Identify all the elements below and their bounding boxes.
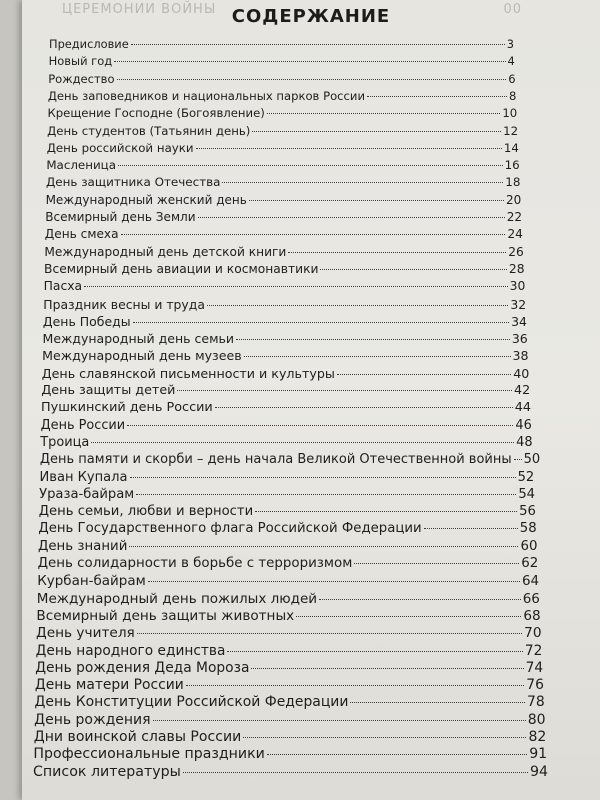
toc-entry <box>36 643 543 659</box>
dot-leader <box>244 356 511 357</box>
toc-entry <box>39 487 535 502</box>
toc-entry-page-number: 54 <box>518 486 536 502</box>
dot-leader <box>337 374 511 375</box>
toc-entry <box>33 764 548 780</box>
toc-entry-label: День российской науки <box>46 140 194 155</box>
dot-leader <box>91 442 514 443</box>
bleed-left-text: ЦЕРЕМОНИИ ВОЙНЫ <box>62 2 217 17</box>
dot-leader <box>153 720 526 721</box>
toc-entry-page-number: 48 <box>516 434 533 450</box>
toc-entry-page-number: 72 <box>524 642 543 659</box>
toc-entry <box>49 37 514 51</box>
toc-entry <box>43 297 526 312</box>
toc-entry-label: День славянской письменности и культуры <box>41 365 335 381</box>
toc-entry-label: Международный женский день <box>45 192 247 207</box>
book-page <box>22 0 600 800</box>
toc-entry <box>41 400 531 415</box>
dot-leader <box>133 322 509 323</box>
toc-entry <box>43 314 527 329</box>
toc-entry-page-number: 42 <box>513 383 531 398</box>
toc-entry-label: Троица <box>40 434 90 450</box>
toc-entry <box>35 677 544 693</box>
dot-leader <box>137 633 522 634</box>
toc-entry <box>36 608 540 624</box>
toc-entry-page-number: 32 <box>510 296 527 312</box>
toc-entry <box>44 279 526 293</box>
toc-entry-label: Профессиональные праздники <box>33 746 265 763</box>
toc-entry <box>42 348 528 363</box>
toc-entry-page-number: 56 <box>519 504 536 520</box>
dot-leader <box>236 339 510 340</box>
dot-leader <box>148 581 520 582</box>
toc-entry <box>41 383 530 398</box>
toc-entry <box>39 470 534 485</box>
toc-entry-label: День рождения Деда Мороза <box>35 659 250 676</box>
toc-entry-label: Дни воинской славы России <box>33 729 242 745</box>
toc-entry <box>39 504 536 519</box>
dot-leader <box>117 79 507 80</box>
toc-entry-label: Список литературы <box>33 763 181 780</box>
toc-entry-label: День рождения <box>34 711 151 728</box>
toc-entry-page-number: 14 <box>503 140 519 155</box>
dot-leader <box>424 528 518 529</box>
toc-entry-label: День смеха <box>44 227 119 242</box>
toc-entry-label: Всемирный день авиации и космонавтики <box>44 261 319 276</box>
dot-leader <box>267 754 527 755</box>
toc-entry <box>46 158 519 172</box>
toc-entry <box>37 591 540 607</box>
dot-leader <box>129 546 518 547</box>
toc-entry <box>38 539 538 554</box>
toc-entry-page-number: 50 <box>523 452 541 468</box>
toc-entry-label: День заповедников и национальных парков России <box>47 88 365 103</box>
toc-entry-page-number: 36 <box>511 331 528 347</box>
toc-entry-label: Международный день детской книги <box>44 244 287 259</box>
dot-leader <box>114 61 505 62</box>
toc-entry-page-number: 26 <box>508 244 524 259</box>
dot-leader <box>131 44 505 45</box>
toc-entry-label: Пасха <box>43 279 83 294</box>
toc-entry <box>44 262 524 276</box>
toc-entry-label: День матери России <box>34 677 184 694</box>
toc-entry-label: Всемирный день Земли <box>45 210 196 224</box>
toc-entry <box>47 106 517 120</box>
toc-entry-page-number: 94 <box>529 763 548 780</box>
toc-entry <box>38 521 536 536</box>
toc-entry-label: День Конституции Российской Федерации <box>34 694 349 711</box>
toc-entry-page-number: 62 <box>521 556 539 571</box>
dot-leader <box>288 252 506 253</box>
toc-entry <box>44 245 523 259</box>
toc-entry-label: Ураза-байрам <box>39 486 135 502</box>
toc-entry <box>48 72 515 86</box>
dot-leader <box>130 477 516 478</box>
toc-entry-label: Международный день семьи <box>42 331 235 347</box>
toc-entry-page-number: 28 <box>508 261 525 276</box>
page-title: СОДЕРЖАНИЕ <box>231 6 391 27</box>
dot-leader <box>354 563 519 564</box>
toc-entry <box>39 452 541 468</box>
toc-entry-page-number: 44 <box>514 400 531 416</box>
dot-leader <box>183 772 528 773</box>
toc-entry <box>45 227 523 241</box>
dot-leader <box>196 148 502 149</box>
dot-leader <box>267 113 501 114</box>
toc-entry-page-number: 68 <box>523 607 541 624</box>
toc-entry-page-number: 38 <box>512 348 529 364</box>
toc-entry <box>42 366 530 381</box>
toc-entry-label: Праздник весны и труда <box>43 296 205 312</box>
toc-entry-label: День защитника Отечества <box>45 175 221 190</box>
toc-entry-page-number: 8 <box>509 88 517 103</box>
toc-entry-page-number: 60 <box>520 538 538 554</box>
dot-leader <box>207 305 508 306</box>
toc-entry <box>46 175 521 189</box>
toc-entry-label: День солидарности в борьбе с терроризмом <box>37 556 353 571</box>
bleed-right-text: 00 <box>503 2 522 17</box>
toc-entry <box>40 435 532 450</box>
toc-entry-label: День России <box>40 417 126 433</box>
toc-entry-page-number: 3 <box>506 37 514 51</box>
toc-entry-page-number: 18 <box>505 175 521 190</box>
toc-entry-page-number: 12 <box>503 123 519 138</box>
toc-entry-page-number: 58 <box>519 521 537 537</box>
toc-entry-page-number: 66 <box>522 590 540 607</box>
toc-entry-label: Всемирный день защиты животных <box>36 607 295 624</box>
dot-leader <box>252 131 501 132</box>
toc-entry-label: Крещение Господне (Богоявление) <box>47 106 265 121</box>
toc-entry-label: День знаний <box>37 538 128 554</box>
toc-entry-label: День защиты детей <box>41 383 176 398</box>
toc-entry-label: Рождество <box>48 71 115 86</box>
toc-entry-label: День студентов (Татьянин день) <box>47 123 251 138</box>
toc-entry <box>48 89 517 103</box>
toc-entry-label: День Государственного флага Российской Федерации <box>38 521 422 537</box>
toc-entry-label: День семьи, любви и верности <box>38 504 254 520</box>
toc-entry <box>45 210 522 224</box>
toc-entry-label: Курбан-байрам <box>37 573 146 590</box>
toc-entry-page-number: 16 <box>504 158 520 173</box>
toc-entry <box>35 694 545 710</box>
dot-leader <box>320 269 506 270</box>
toc-entry-label: Пушкинский день России <box>41 400 213 416</box>
toc-entry-page-number: 91 <box>529 746 548 763</box>
dot-leader <box>514 459 522 460</box>
toc-entry-page-number: 34 <box>511 313 527 329</box>
toc-entry <box>41 418 532 433</box>
dot-leader <box>243 737 526 738</box>
toc-entry-page-number: 52 <box>517 469 535 485</box>
toc-entry-page-number: 10 <box>502 106 518 121</box>
toc-entry-page-number: 64 <box>521 573 540 590</box>
dot-leader <box>367 96 507 97</box>
toc-entry-page-number: 30 <box>509 279 526 294</box>
dot-leader <box>127 425 513 426</box>
toc-entry-label: День Победы <box>42 313 131 329</box>
toc-entry-page-number: 78 <box>527 694 545 711</box>
toc-entry-page-number: 46 <box>515 417 532 433</box>
toc-entry <box>33 746 547 762</box>
toc-entry-page-number: 40 <box>513 365 530 381</box>
toc-entry-page-number: 4 <box>507 54 515 69</box>
dot-leader <box>121 234 506 235</box>
toc-entry <box>37 573 539 589</box>
toc-entry-page-number: 82 <box>528 729 547 745</box>
toc-entry <box>36 625 541 641</box>
toc-entry <box>43 331 528 346</box>
toc-entry-page-number: 70 <box>524 625 542 642</box>
dot-leader <box>215 407 513 408</box>
toc-entry-label: Новый год <box>48 54 113 69</box>
toc-entry <box>34 712 545 728</box>
dot-leader <box>255 511 517 512</box>
toc-entry-page-number: 22 <box>506 210 523 224</box>
toc-entry-page-number: 6 <box>508 71 516 86</box>
toc-entry <box>38 556 539 571</box>
toc-entry-label: Иван Купала <box>39 469 128 485</box>
toc-entry <box>34 729 547 745</box>
dot-leader <box>118 165 503 166</box>
dot-leader <box>350 702 525 703</box>
toc-entry-label: День народного единства <box>35 642 226 659</box>
toc-entry-page-number: 74 <box>525 659 544 676</box>
dot-leader <box>319 599 521 600</box>
toc-entry-label: День памяти и скорби – день начала Великой Отечественной войны <box>39 452 512 468</box>
toc-entry-label: День учителя <box>36 625 135 642</box>
toc-entry-label: Предисловие <box>49 37 129 51</box>
dot-leader <box>227 651 522 652</box>
toc-entry-page-number: 24 <box>507 227 523 242</box>
dot-leader <box>222 182 503 183</box>
toc-entry <box>35 660 543 676</box>
toc-entry <box>47 141 519 155</box>
toc-entry-page-number: 76 <box>526 677 544 694</box>
toc-entry-page-number: 80 <box>527 711 546 728</box>
dot-leader <box>186 685 525 686</box>
table-of-contents <box>22 0 600 800</box>
dot-leader <box>296 616 521 617</box>
dot-leader <box>198 217 505 218</box>
toc-entry <box>47 124 518 138</box>
dot-leader <box>136 494 516 495</box>
toc-entry-label: Международный день музеев <box>42 348 242 364</box>
dot-leader <box>84 286 508 287</box>
dot-leader <box>177 390 512 391</box>
dot-leader <box>251 668 523 669</box>
toc-entry-page-number: 20 <box>505 192 522 207</box>
toc-entry-label: Международный день пожилых людей <box>36 590 318 607</box>
toc-entry-label: Масленица <box>46 158 117 173</box>
toc-entry <box>46 193 522 207</box>
toc-entry <box>49 54 515 68</box>
dot-leader <box>249 200 504 201</box>
